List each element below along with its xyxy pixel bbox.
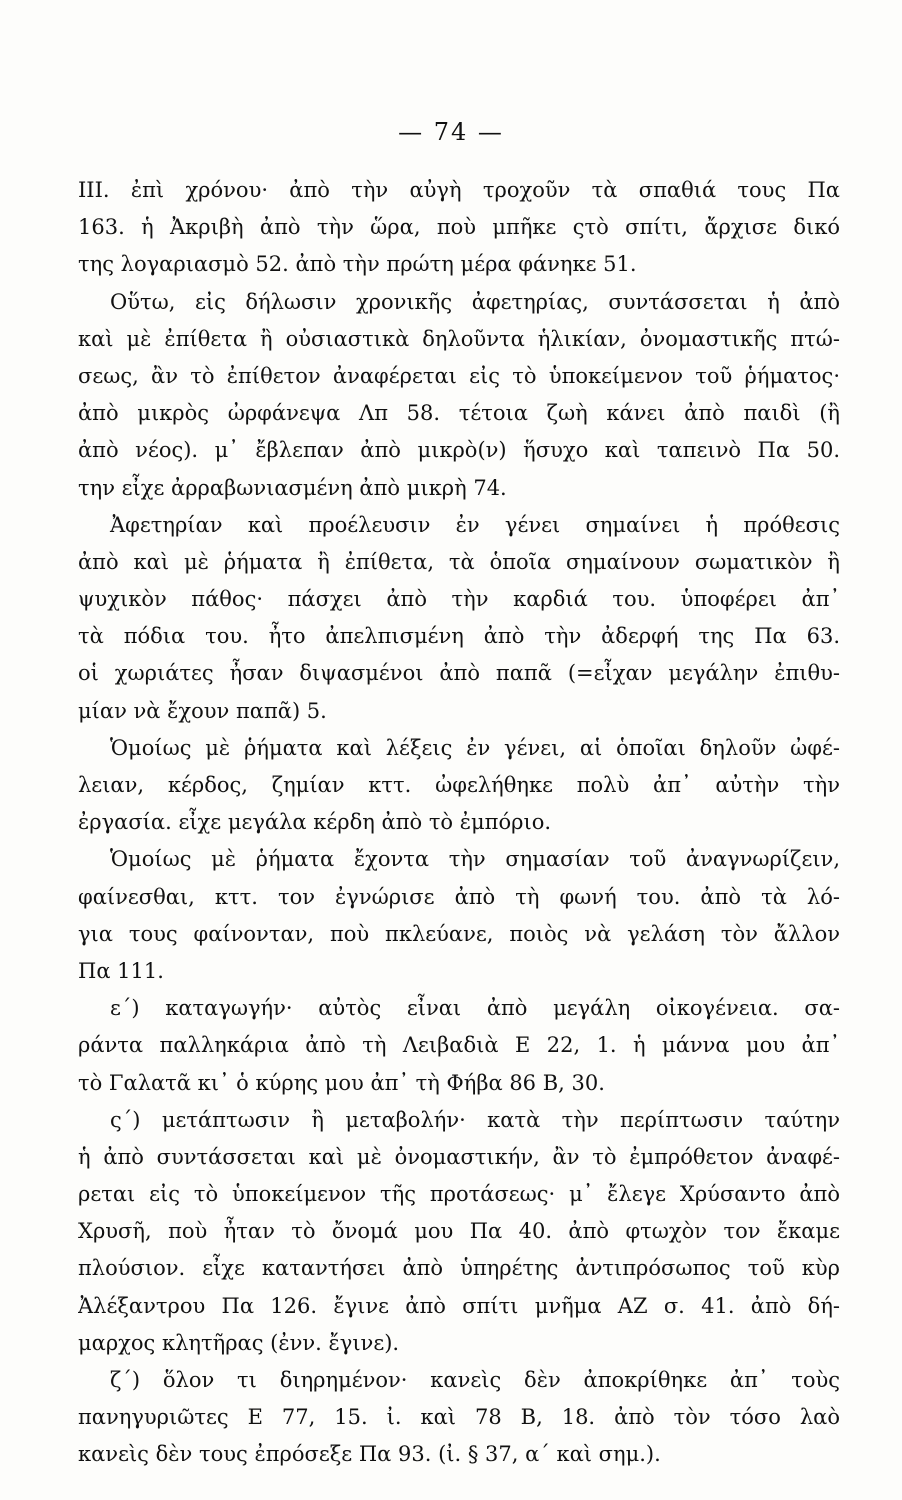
text-line: Ὁμοίως μὲ ῥήματα καὶ λέξεις ἐν γένει, αἱ ὁποῖαι δηλοῦν ὠφέ-	[110, 735, 840, 760]
text-line: ρεται εἰς τὸ ὑποκείμενον τῆς προτάσεως· μ᾽ ἔλεγε Χρύσαντο ἀπὸ	[78, 1182, 840, 1207]
text-line: Χρυσῆ, ποὺ ἦταν τὸ ὄνομά μου Πα 40. ἀπὸ φτωχὸν τον ἔκαμε	[78, 1219, 840, 1244]
text-line: ς΄) μετάπτωσιν ἢ μεταβολήν· κατὰ τὴν περίπτωσιν ταύτην	[110, 1107, 840, 1132]
text-line: πανηγυριῶτες Ε 77, 15. ἰ. καὶ 78 Β, 18. ἀπὸ τὸν τόσο λαὸ	[78, 1405, 840, 1430]
text-line: ε΄) καταγωγήν· αὐτὸς εἶναι ἀπὸ μεγάλη οἰκογένεια. σα-	[110, 996, 840, 1021]
text-line: Ἀλέξαντρου Πα 126. ἔγινε ἀπὸ σπίτι μνῆμα ΑΖ σ. 41. ἀπὸ δή-	[78, 1293, 840, 1318]
text-line: ἀπὸ μικρὸς ὠρφάνεψα Λπ 58. τέτοια ζωὴ κάνει ἀπὸ παιδὶ (ἢ	[78, 401, 840, 426]
page-number: — 74 —	[398, 118, 504, 146]
text-body	[78, 172, 840, 1474]
text-line: ἡ ἀπὸ συντάσσεται καὶ μὲ ὀνομαστικήν, ἂν τὸ ἐμπρόθετον ἀναφέ-	[78, 1144, 840, 1169]
text-line: μαρχος κλητῆρας (ἐνν. ἔγινε).	[78, 1330, 400, 1355]
text-line: σεως, ἂν τὸ ἐπίθετον ἀναφέρεται εἰς τὸ ὑποκείμενον τοῦ ῥήματος·	[78, 363, 840, 388]
text-line: την εἶχε ἀρραβωνιασμένη ἀπὸ μικρὴ 74.	[78, 475, 507, 500]
text-line: οἱ χωριάτες ἦσαν διψασμένοι ἀπὸ παπᾶ (=εἶχαν μεγάλην ἐπιθυ-	[78, 661, 840, 686]
text-line: ψυχικὸν πάθος· πάσχει ἀπὸ τὴν καρδιά του. ὑποφέρει ἀπ᾽	[78, 587, 840, 612]
text-line: ΙΙΙ. ἐπὶ χρόνου· ἀπὸ τὴν αὐγὴ τροχοῦν τὰ σπαθιά τους Πα	[78, 178, 840, 202]
text-line: πλούσιον. εἶχε καταντήσει ἀπὸ ὑπηρέτης ἀντιπρόσωπος τοῦ κὺρ	[78, 1256, 840, 1281]
text-line: Ὁμοίως μὲ ῥήματα ἔχοντα τὴν σημασίαν τοῦ ἀναγνωρίζειν,	[110, 847, 840, 872]
text-line: ἀπὸ καὶ μὲ ῥήματα ἢ ἐπίθετα, τὰ ὁποῖα σημαίνουν σωματικὸν ἢ	[78, 549, 840, 574]
text-line: κανεὶς δὲν τους ἐπρόσεξε Πα 93. (ἰ. § 37, α΄ καὶ σημ.).	[78, 1442, 661, 1467]
text-line: 163. ἡ Ἀκριβὴ ἀπὸ τὴν ὥρα, ποὺ μπῆκε ςτὸ σπίτι, ἄρχισε δικό	[78, 215, 840, 240]
text-line: τὰ πόδια του. ἦτο ἀπελπισμένη ἀπὸ τὴν ἀδερφή της Πα 63.	[78, 624, 840, 649]
text-line: φαίνεσθαι, κττ. τον ἐγνώρισε ἀπὸ τὴ φωνή του. ἀπὸ τὰ λό-	[78, 884, 840, 909]
text-line: καὶ μὲ ἐπίθετα ἢ οὐσιαστικὰ δηλοῦντα ἡλικίαν, ὀνομαστικῆς πτώ-	[78, 326, 840, 351]
text-line: της λογαριασμὸ 52. ἀπὸ τὴν πρώτη μέρα φάνηκε 51.	[78, 252, 637, 277]
text-line: τὸ Γαλατᾶ κι᾽ ὁ κύρης μου ἀπ᾽ τὴ Φήβα 86 Β, 30.	[78, 1070, 605, 1095]
text-line: ἐργασία. εἶχε μεγάλα κέρδη ἀπὸ τὸ ἐμπόριο.	[78, 810, 552, 835]
text-line: ἀπὸ νέος). μ᾽ ἔβλεπαν ἀπὸ μικρὸ(ν) ἥσυχο καὶ ταπεινὸ Πα 50.	[78, 438, 840, 463]
text-line: Οὕτω, εἰς δήλωσιν χρονικῆς ἀφετηρίας, συντάσσεται ἡ ἀπὸ	[110, 289, 840, 314]
text-line: μίαν νὰ ἔχουν παπᾶ) 5.	[78, 698, 327, 723]
text-line: λειαν, κέρδος, ζημίαν κττ. ὠφελήθηκε πολὺ ἀπ᾽ αὐτὴν τὴν	[78, 773, 840, 797]
text-line: Ἀφετηρίαν καὶ προέλευσιν ἐν γένει σημαίνει ἡ πρόθεσις	[110, 512, 840, 537]
text-line: Πα 111.	[78, 958, 164, 983]
text-line: για τους φαίνονταν, ποὺ πκλεύανε, ποιὸς νὰ γελάση τὸν ἄλλον	[78, 921, 840, 946]
text-line: ράντα παλληκάρια ἀπὸ τὴ Λειβαδιὰ Ε 22, 1. ἡ μάννα μου ἀπ᾽	[78, 1033, 840, 1058]
text-line: ζ΄) ὅλον τι διηρημένον· κανεὶς δὲν ἀποκρίθηκε ἀπ᾽ τοὺς	[110, 1368, 840, 1392]
